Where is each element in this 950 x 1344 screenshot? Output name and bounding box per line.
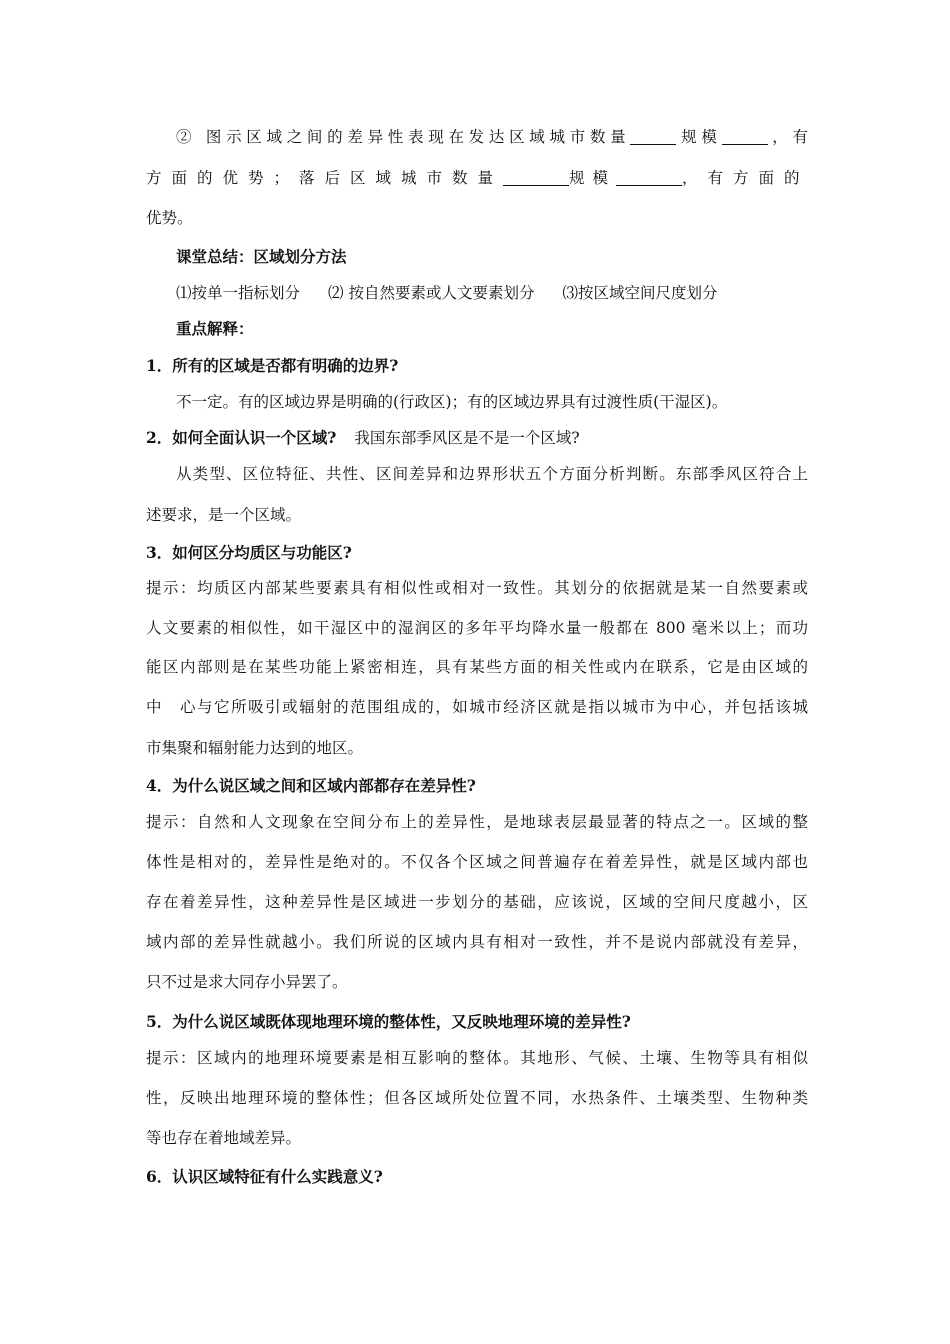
q4-answer-2: 体性是相对的，差异性是绝对的。不仅各个区域之间普遍存在着差异性，就是区域内部也	[146, 853, 808, 871]
q2-title: 2．如何全面认识一个区域?	[146, 428, 337, 447]
q1-answer: 不一定。有的区域边界是明确的(行政区)；有的区域边界具有过渡性质(干湿区)。	[176, 393, 728, 411]
q3-answer-2: 人文要素的相似性，如干湿区中的湿润区的多年平均降水量一般都在 800 毫米以上；而功	[146, 619, 808, 637]
intro-line-2	[146, 167, 808, 189]
fill-blank[interactable]	[630, 128, 676, 145]
fill-blank[interactable]	[722, 128, 768, 145]
q3-answer-3: 能区内部则是在某些功能上紧密相连，具有某些方面的相关性或内在联系，它是由区域的	[146, 658, 808, 676]
q4-answer-4: 域内部的差异性就越小。我们所说的区域内具有相对一致性，并不是说内部就没有差异，	[146, 933, 808, 951]
q1-title: 1．所有的区域是否都有明确的边界?	[146, 356, 399, 375]
q6-title: 6．认识区域特征有什么实践意义?	[146, 1167, 383, 1186]
key-title: 重点解释：	[176, 319, 254, 338]
intro-text: 规模	[676, 128, 722, 146]
intro-text: ② 图示区域之间的差异性表现在发达区域城市数量	[176, 128, 631, 146]
q5-answer-1: 提示：区域内的地理环境要素是相互影响的整体。其地形、气候、土壤、生物等具有相似	[146, 1049, 808, 1067]
q4-answer-1: 提示：自然和人文现象在空间分布上的差异性，是地球表层最显著的特点之一。区域的整	[146, 813, 808, 831]
q4-answer-3: 存在着差异性，这种差异性是区域进一步划分的基础，应该说，区域的空间尺度越小，区	[146, 893, 808, 911]
fill-blank[interactable]	[616, 169, 682, 186]
q3-answer-4: 中 心与它所吸引或辐射的范围组成的，如城市经济区就是指以城市为中心，并包括该城	[146, 698, 808, 716]
intro-text: ，有方面的	[682, 169, 810, 187]
fill-blank[interactable]	[503, 169, 569, 186]
intro-text: 方面的优势；落后区域城市数量	[146, 169, 504, 187]
summary-methods	[176, 282, 808, 304]
intro-line-1	[176, 126, 808, 148]
method-item: ⑴按单一指标划分	[176, 284, 301, 302]
q4-title: 4．为什么说区域之间和区域内部都存在差异性?	[146, 776, 476, 795]
q2-answer-2: 述要求，是一个区域。	[146, 506, 302, 524]
q3-answer-1: 提示：均质区内部某些要素具有相似性或相对一致性。其划分的依据就是某一自然要素或	[146, 579, 808, 597]
q2-answer-1: 从类型、区位特征、共性、区间差异和边界形状五个方面分析判断。东部季风区符合上	[176, 465, 808, 483]
intro-line-3: 优势。	[146, 209, 193, 227]
q5-title: 5．为什么说区域既体现地理环境的整体性，又反映地理环境的差异性?	[146, 1012, 631, 1031]
q2-title-line	[146, 427, 808, 449]
q3-title: 3．如何区分均质区与功能区?	[146, 543, 352, 562]
q5-answer-3: 等也存在着地域差异。	[146, 1129, 302, 1147]
intro-text: ，有	[767, 128, 808, 146]
q4-answer-5: 只不过是求大同存小异罢了。	[146, 973, 348, 991]
q3-answer-5: 市集聚和辐射能力达到的地区。	[146, 739, 364, 757]
q5-answer-2: 性，反映出地理环境的整体性；但各区域所处位置不同，水热条件、土壤类型、生物种类	[146, 1089, 808, 1107]
intro-text: 规模	[569, 169, 617, 187]
method-item: ⑵ 按自然要素或人文要素划分	[328, 284, 535, 302]
summary-title: 课堂总结：区域划分方法	[176, 247, 347, 266]
method-item: ⑶按区域空间尺度划分	[562, 284, 718, 302]
q2-subtitle: 我国东部季风区是不是一个区域?	[354, 429, 580, 447]
